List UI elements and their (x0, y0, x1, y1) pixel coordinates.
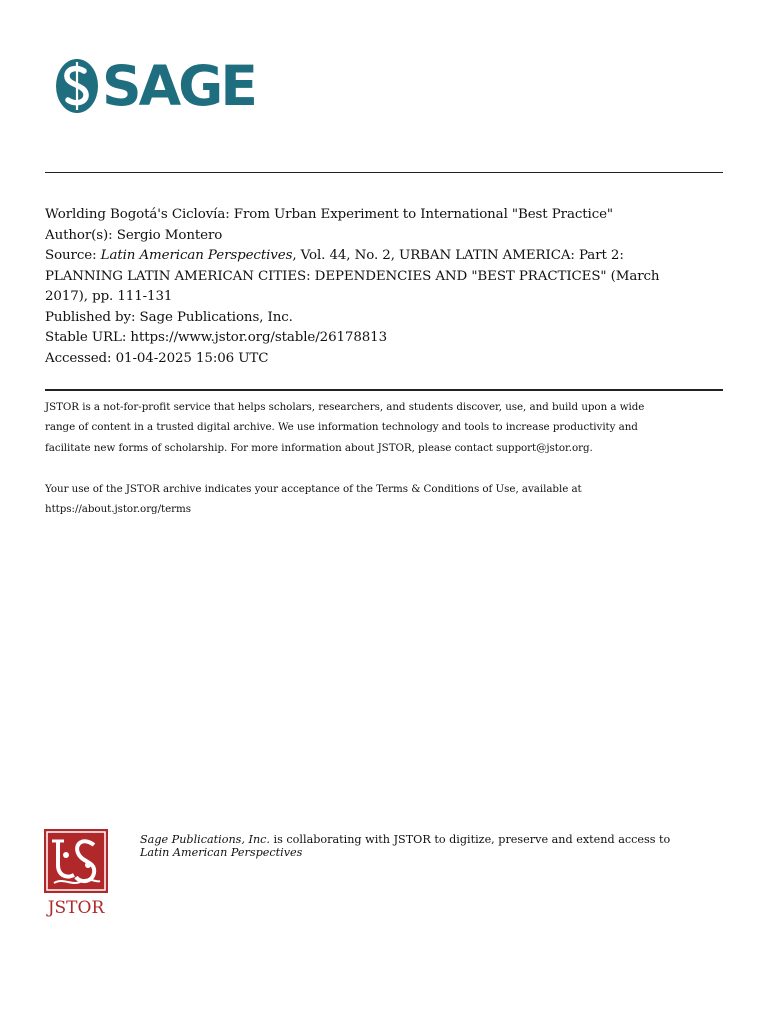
top-divider (45, 172, 723, 173)
collab-text: is collaborating with JSTOR to digitize, preserve and extend access to (269, 833, 671, 846)
sage-s-emblem-icon (54, 57, 100, 115)
author-name: Sergio Montero (116, 227, 223, 243)
notice-line-2: range of content in a trusted digital archive. We use information technology and tools to increase productivity and (45, 421, 638, 434)
source-label: Source: (45, 248, 97, 263)
sage-logo (54, 56, 255, 116)
collaboration-line-2 (140, 846, 740, 859)
publisher-name: Sage Publications, Inc. (139, 309, 293, 325)
published-line (45, 308, 725, 329)
stable-url-line (45, 328, 725, 349)
source-details-2: PLANNING LATIN AMERICAN CITIES: DEPENDENCIES AND "BEST PRACTICES" (March (45, 268, 660, 284)
source-line (45, 246, 725, 267)
collab-journal: Latin American Perspectives (140, 846, 303, 859)
accessed-date: 01-04-2025 15:06 UTC (115, 350, 269, 366)
notice-spacer (45, 458, 725, 478)
author-label: Author(s): (45, 227, 113, 243)
collab-publisher: Sage Publications, Inc. (140, 833, 270, 846)
accessed-line (45, 349, 725, 370)
journal-name: Latin American Perspectives (100, 248, 293, 263)
collaboration-line-1 (140, 833, 740, 846)
author-line (45, 226, 725, 247)
jstor-logo-word: JSTOR (47, 898, 105, 918)
stable-url-link[interactable]: https://www.jstor.org/stable/26178813 (130, 330, 388, 345)
sage-logo-word: SAGE (102, 54, 255, 118)
notice-line-1: JSTOR is a not-for-profit service that helps scholars, researchers, and students discover, use, and build upon a wide (45, 401, 645, 413)
article-title: Worlding Bogotá's Ciclovía: From Urban Experiment to International "Best Practice" (45, 207, 613, 222)
middle-divider (45, 389, 723, 391)
collaboration-statement (140, 833, 740, 859)
terms-link[interactable]: https://about.jstor.org/terms (45, 503, 191, 516)
terms-line: Your use of the JSTOR archive indicates your acceptance of the Terms & Conditions of Use, available at (45, 482, 582, 495)
source-details-3: 2017), pp. 111-131 (45, 289, 173, 304)
article-metadata (45, 205, 725, 369)
jstor-notice (45, 397, 725, 519)
jstor-emblem-icon (44, 829, 108, 893)
source-details-1: , Vol. 44, No. 2, URBAN LATIN AMERICA: Part 2: (292, 248, 624, 263)
published-label: Published by: (45, 309, 136, 325)
accessed-label: Accessed: (45, 350, 112, 366)
jstor-logo (44, 829, 108, 897)
stable-url-label: Stable URL: (45, 330, 127, 345)
notice-line-3: facilitate new forms of scholarship. For more information about JSTOR, please contact support@jstor.org. (45, 441, 593, 454)
